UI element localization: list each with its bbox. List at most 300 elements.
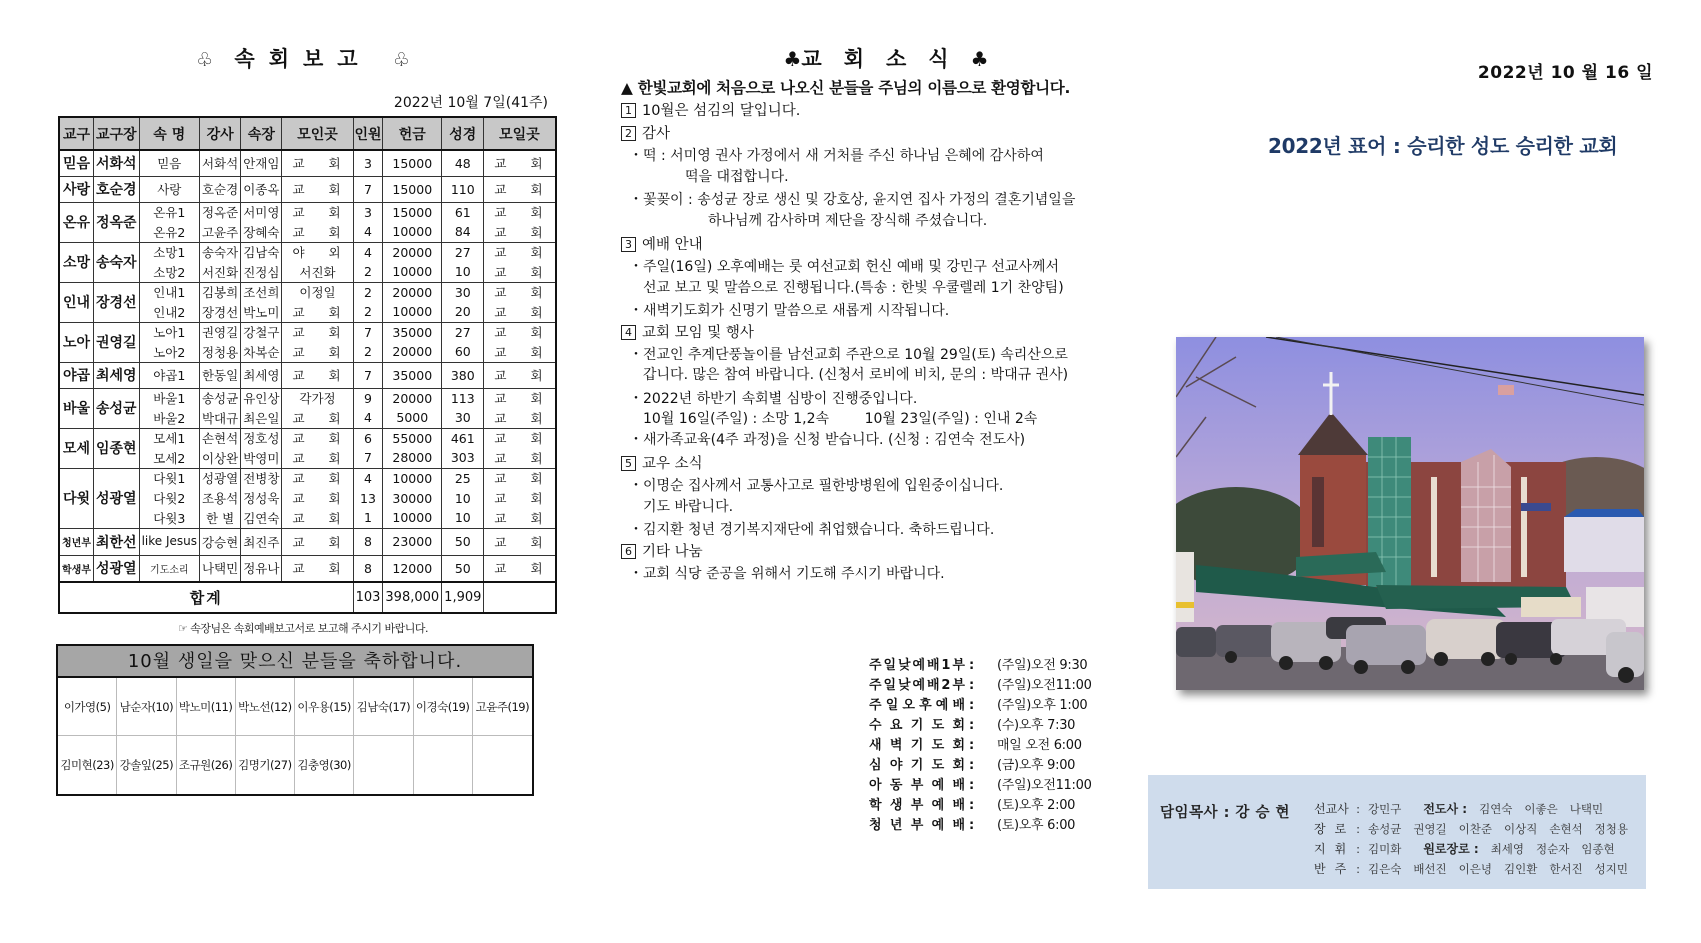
cell-name: 기도소리 <box>139 555 199 582</box>
place-cell: 교 회 <box>282 408 353 428</box>
district-leader-cell: 성광열 <box>93 468 139 528</box>
district-cell: 인내 <box>59 282 93 322</box>
teacher-cell: 장경선 <box>199 302 240 322</box>
cell-leader-cell: 박노미 <box>241 302 282 322</box>
section-number-box: 1 <box>621 103 636 118</box>
news-item: ・교회 식당 준공을 위해서 기도해 주시기 바랍니다. <box>621 564 1121 585</box>
section-number-box: 5 <box>621 456 636 471</box>
bible-cell: 61 <box>442 202 484 222</box>
cell-leader-cell: 정성욱 <box>241 488 282 508</box>
birthday-box <box>56 644 534 796</box>
staff-role: 장로 <box>1314 822 1356 836</box>
news-item: ・김지환 청년 경기복지재단에 취업했습니다. 축하드립니다. <box>621 520 1121 541</box>
count-cell: 13 <box>353 488 383 508</box>
bible-cell: 27 <box>442 322 484 342</box>
schedule-colon: : <box>969 658 975 673</box>
schedule-label: 수 요 기 도 회 <box>869 718 965 733</box>
section-3-heading: 3 예배 안내 <box>621 234 1121 257</box>
birthday-name: 김남숙(17) <box>354 678 413 736</box>
table-row <box>59 428 556 448</box>
cell-leader-cell: 안재임 <box>241 150 282 176</box>
district-leader-cell: 성광열 <box>93 555 139 582</box>
next-place-cell: 교 회 <box>484 342 556 362</box>
district-leader-cell: 임종현 <box>93 428 139 468</box>
col-offering: 헌금 <box>383 117 442 150</box>
staff-name: 김은숙 <box>1368 862 1402 876</box>
col-cell-leader: 속장 <box>241 117 282 150</box>
bible-cell: 10 <box>442 508 484 528</box>
cell-name: 인내2 <box>139 302 199 322</box>
cell-leader-cell: 차복순 <box>241 342 282 362</box>
cell-report-table <box>58 116 557 614</box>
bible-cell: 10 <box>442 262 484 282</box>
offering-cell: 10000 <box>383 222 442 242</box>
cell-leader-cell: 진정심 <box>241 262 282 282</box>
schedule-label: 학 생 부 예 배 <box>869 798 965 813</box>
cell-leader-cell: 최은일 <box>241 408 282 428</box>
staff-names <box>1368 859 1640 879</box>
place-cell: 교 회 <box>282 508 353 528</box>
cell-name: 노아1 <box>139 322 199 342</box>
cell-leader-cell: 전병창 <box>241 468 282 488</box>
cell-name: 믿음 <box>139 150 199 176</box>
teacher-cell: 나택민 <box>199 555 240 582</box>
place-cell: 이정일 <box>282 282 353 302</box>
district-leader-cell: 정옥준 <box>93 202 139 242</box>
table-row <box>59 202 556 222</box>
teacher-cell: 김봉희 <box>199 282 240 302</box>
cell-name: 야곱1 <box>139 362 199 388</box>
section-number-box: 4 <box>621 325 636 340</box>
count-cell: 4 <box>353 468 383 488</box>
schedule-row <box>869 716 1092 736</box>
schedule-label: 주 일 낮 예 배 1 부 <box>869 658 965 673</box>
birthday-name: 김미현(23) <box>58 736 117 794</box>
bullet-icon: ・ <box>629 303 643 319</box>
staff-row <box>1314 839 1640 859</box>
news-item: ・주일(16일) 오후예배는 룻 여선교회 헌신 예배 및 강민구 선교사께서 <box>621 257 1121 278</box>
birthday-name: 고윤주(19) <box>473 678 532 736</box>
table-row <box>59 242 556 262</box>
schedule-time: 매일 오전 6:00 <box>997 738 1082 753</box>
schedule-label: 새 벽 기 도 회 <box>869 738 965 753</box>
birthday-empty-cell <box>414 736 473 794</box>
birthday-name: 남순자(10) <box>117 678 176 736</box>
staff-names <box>1368 839 1413 859</box>
offering-cell: 12000 <box>383 555 442 582</box>
news-item: ・2022년 하반기 속회별 심방이 진행중입니다. <box>621 389 1121 410</box>
staff-name: 이상직 <box>1503 822 1538 836</box>
church-news-panel <box>621 44 1121 833</box>
next-place-cell: 교 회 <box>484 202 556 222</box>
schedule-colon: : <box>969 778 975 793</box>
teacher-cell: 이상완 <box>199 448 240 468</box>
teacher-cell: 박대규 <box>199 408 240 428</box>
cell-leader-cell: 김연숙 <box>241 508 282 528</box>
offering-cell: 23000 <box>383 528 442 555</box>
bullet-icon: ・ <box>629 565 643 582</box>
birthday-name: 김명기(27) <box>236 736 295 794</box>
staff-name: 정청용 <box>1594 822 1628 836</box>
district-leader-cell: 송숙자 <box>93 242 139 282</box>
bullet-icon: ・ <box>629 522 643 538</box>
schedule-time: (주일)오후 1:00 <box>997 698 1088 713</box>
col-teacher: 강사 <box>199 117 240 150</box>
next-place-cell: 교 회 <box>484 408 556 428</box>
cell-leader-cell: 이종옥 <box>241 176 282 202</box>
schedule-colon: : <box>969 798 975 813</box>
place-cell: 교 회 <box>282 342 353 362</box>
section-number-box: 2 <box>621 126 636 141</box>
place-cell: 교 회 <box>282 202 353 222</box>
next-place-cell: 교 회 <box>484 508 556 528</box>
section-6-heading: 6 기타 나눔 <box>621 541 1121 564</box>
district-leader-cell: 호순경 <box>93 176 139 202</box>
cell-leader-cell: 유인상 <box>241 388 282 408</box>
table-row <box>59 388 556 408</box>
birthday-name: 김충영(30) <box>295 736 354 794</box>
section-number-box: 6 <box>621 544 636 559</box>
count-cell: 8 <box>353 528 383 555</box>
news-item-cont: 선교 보고 및 말씀으로 진행됩니다.(특송 : 한빛 우쿨렐레 1기 찬양팀) <box>643 279 1064 296</box>
birthday-grid <box>58 678 532 794</box>
staff-colon: : <box>1356 822 1360 836</box>
news-item-cont: 하나님께 감사하며 제단을 장식해 주셨습니다. <box>708 212 988 229</box>
staff-name: 이좋은 <box>1524 802 1558 816</box>
place-cell: 교 회 <box>282 428 353 448</box>
schedule-colon: : <box>969 718 975 733</box>
news-item-cont: 떡을 대접합니다. <box>685 168 789 185</box>
next-place-cell: 교 회 <box>484 555 556 582</box>
count-cell: 4 <box>353 222 383 242</box>
staff-role: 지휘 <box>1314 842 1356 856</box>
staff-names <box>1368 799 1413 819</box>
offering-cell: 10000 <box>383 302 442 322</box>
cell-name: 노아2 <box>139 342 199 362</box>
teacher-cell: 조용석 <box>199 488 240 508</box>
offering-cell: 15000 <box>383 150 442 176</box>
section-number-box: 3 <box>621 237 636 252</box>
staff-name: 정순자 <box>1536 842 1570 856</box>
staff-box <box>1148 775 1646 889</box>
cell-leader-cell: 최진주 <box>241 528 282 555</box>
next-place-cell: 교 회 <box>484 388 556 408</box>
club-icon: ♣ <box>970 47 989 71</box>
district-cell: 온유 <box>59 202 93 242</box>
count-cell: 4 <box>353 408 383 428</box>
place-cell: 각가정 <box>282 388 353 408</box>
bible-cell: 461 <box>442 428 484 448</box>
staff-names <box>1368 819 1640 839</box>
schedule-row <box>869 796 1092 816</box>
cell-leader-cell: 서미영 <box>241 202 282 222</box>
district-cell: 사랑 <box>59 176 93 202</box>
staff-row <box>1314 799 1640 819</box>
bible-cell: 113 <box>442 388 484 408</box>
welcome-message: ▲ 한빛교회에 처음으로 나오신 분들을 주님의 이름으로 환영합니다. <box>621 79 1071 97</box>
staff-colon: : <box>1356 842 1360 856</box>
staff-role: 반주 <box>1314 862 1356 876</box>
bullet-icon: ・ <box>629 148 643 164</box>
teacher-cell: 고윤주 <box>199 222 240 242</box>
next-place-cell: 교 회 <box>484 448 556 468</box>
teacher-cell: 권영길 <box>199 322 240 342</box>
next-place-cell: 교 회 <box>484 488 556 508</box>
schedule-time: (주일)오전 9:30 <box>997 658 1088 673</box>
staff-names <box>1491 839 1627 859</box>
news-item: ・새가족교육(4주 과정)을 신청 받습니다. (신청 : 김연숙 전도사) <box>621 430 1121 451</box>
count-cell: 9 <box>353 388 383 408</box>
staff-name: 이찬준 <box>1458 822 1492 836</box>
schedule-label: 아 동 부 예 배 <box>869 778 965 793</box>
place-cell: 교 회 <box>282 222 353 242</box>
district-leader-cell: 최세영 <box>93 362 139 388</box>
church-building-image <box>1176 337 1644 690</box>
cell-name: 사랑 <box>139 176 199 202</box>
cell-leader-cell: 조선희 <box>241 282 282 302</box>
news-item: ・새벽기도회가 신명기 말씀으로 새롭게 시작됩니다. <box>621 301 1121 322</box>
offering-cell: 20000 <box>383 282 442 302</box>
staff-role: 선교사 <box>1314 802 1349 816</box>
total-bible: 1,909 <box>442 582 484 613</box>
district-cell: 학생부 <box>59 555 93 582</box>
offering-cell: 30000 <box>383 488 442 508</box>
staff-name: 성지민 <box>1594 862 1628 876</box>
bible-cell: 30 <box>442 408 484 428</box>
place-cell: 교 회 <box>282 488 353 508</box>
birthday-title: 10월 생일을 맞으신 분들을 축하합니다. <box>58 646 532 678</box>
section-1: 1 10월은 섬김의 달입니다. <box>621 100 1121 123</box>
count-cell: 1 <box>353 508 383 528</box>
count-cell: 3 <box>353 150 383 176</box>
birthday-name: 박노미(11) <box>177 678 236 736</box>
teacher-cell: 한 별 <box>199 508 240 528</box>
count-cell: 7 <box>353 448 383 468</box>
count-cell: 2 <box>353 302 383 322</box>
staff-colon: : <box>1356 802 1360 816</box>
staff-name: 배선진 <box>1413 862 1447 876</box>
col-place: 모인곳 <box>282 117 353 150</box>
teacher-cell: 정옥준 <box>199 202 240 222</box>
staff-sub-role: 전도사 : <box>1423 802 1468 816</box>
schedule-row <box>869 756 1092 776</box>
birthday-empty-cell <box>473 736 532 794</box>
teacher-cell: 호순경 <box>199 176 240 202</box>
offering-cell: 10000 <box>383 262 442 282</box>
schedule-row <box>869 656 1092 676</box>
table-row <box>59 282 556 302</box>
count-cell: 2 <box>353 342 383 362</box>
club-icon: ♣ <box>783 47 802 71</box>
schedule-time: (주일)오전11:00 <box>997 778 1092 793</box>
cell-name: 모세1 <box>139 428 199 448</box>
total-next <box>484 582 556 613</box>
table-row <box>59 528 556 555</box>
next-place-cell: 교 회 <box>484 322 556 342</box>
bullet-icon: ・ <box>629 259 643 275</box>
birthday-name: 이우용(15) <box>295 678 354 736</box>
place-cell: 교 회 <box>282 528 353 555</box>
table-header-row <box>59 117 556 150</box>
col-bible: 성경 <box>442 117 484 150</box>
district-leader-cell: 송성균 <box>93 388 139 428</box>
schedule-colon: : <box>969 738 975 753</box>
birthday-name: 조규원(26) <box>177 736 236 794</box>
bible-cell: 380 <box>442 362 484 388</box>
schedule-row <box>869 676 1092 696</box>
staff-name: 한서진 <box>1549 862 1583 876</box>
section-2-heading: 2 감사 <box>621 123 1121 146</box>
district-leader-cell: 장경선 <box>93 282 139 322</box>
staff-name: 김인환 <box>1503 862 1538 876</box>
church-photo <box>1176 337 1644 690</box>
schedule-row <box>869 736 1092 756</box>
teacher-cell: 송숙자 <box>199 242 240 262</box>
section-5-heading: 5 교우 소식 <box>621 453 1121 476</box>
issue-date: 2022년 10 월 16 일 <box>1477 63 1653 83</box>
bullet-icon: ・ <box>629 192 643 208</box>
church-news-title: ♣교회소식♣ <box>783 47 989 71</box>
cell-report-title: ♧ 속회보고 ♧ <box>196 47 410 71</box>
total-row <box>59 582 556 613</box>
schedule-row <box>869 816 1092 836</box>
next-place-cell: 교 회 <box>484 176 556 202</box>
bullet-icon: ・ <box>629 390 643 407</box>
district-cell: 노아 <box>59 322 93 362</box>
staff-name: 손현석 <box>1549 822 1583 836</box>
staff-colon: : <box>1356 862 1360 876</box>
district-cell: 모세 <box>59 428 93 468</box>
bible-cell: 60 <box>442 342 484 362</box>
bible-cell: 110 <box>442 176 484 202</box>
next-place-cell: 교 회 <box>484 150 556 176</box>
cell-name: 온유2 <box>139 222 199 242</box>
staff-name: 김미화 <box>1368 842 1402 856</box>
total-label: 합계 <box>59 582 353 613</box>
birthday-name: 강솔잎(25) <box>117 736 176 794</box>
place-cell: 교 회 <box>282 176 353 202</box>
staff-name: 이은녕 <box>1458 862 1492 876</box>
bible-cell: 48 <box>442 150 484 176</box>
offering-cell: 35000 <box>383 322 442 342</box>
district-leader-cell: 최한선 <box>93 528 139 555</box>
schedule-label: 심 야 기 도 회 <box>869 758 965 773</box>
count-cell: 2 <box>353 282 383 302</box>
place-cell: 교 회 <box>282 302 353 322</box>
next-place-cell: 교 회 <box>484 362 556 388</box>
bible-cell: 303 <box>442 448 484 468</box>
birthday-name: 이경숙(19) <box>414 678 473 736</box>
cell-name: 바울1 <box>139 388 199 408</box>
staff-name: 송성균 <box>1368 822 1402 836</box>
district-cell: 소망 <box>59 242 93 282</box>
cell-name: 모세2 <box>139 448 199 468</box>
bible-cell: 84 <box>442 222 484 242</box>
table-row <box>59 322 556 342</box>
schedule-time: (토)오후 6:00 <box>997 818 1076 833</box>
offering-cell: 20000 <box>383 388 442 408</box>
teacher-cell: 강승현 <box>199 528 240 555</box>
count-cell: 8 <box>353 555 383 582</box>
worship-schedule <box>869 656 1092 836</box>
schedule-time: (주일)오전11:00 <box>997 678 1092 693</box>
district-cell: 청년부 <box>59 528 93 555</box>
count-cell: 6 <box>353 428 383 448</box>
next-place-cell: 교 회 <box>484 468 556 488</box>
offering-cell: 15000 <box>383 176 442 202</box>
offering-cell: 35000 <box>383 362 442 388</box>
cell-name: 바울2 <box>139 408 199 428</box>
cell-name: 소망2 <box>139 262 199 282</box>
next-place-cell: 교 회 <box>484 242 556 262</box>
schedule-colon: : <box>969 678 975 693</box>
staff-names <box>1479 799 1615 819</box>
report-date: 2022년 10월 7일(41주) <box>393 95 548 111</box>
club-outline-icon: ♧ <box>196 49 214 71</box>
place-cell: 서진화 <box>282 262 353 282</box>
year-motto: 2022년 표어 : 승리한 성도 승리한 교회 <box>1268 134 1618 158</box>
col-cell-name: 속 명 <box>139 117 199 150</box>
table-row <box>59 176 556 202</box>
staff-sub-role: 원로장로 : <box>1423 842 1479 856</box>
district-cell: 다윗 <box>59 468 93 528</box>
col-district-leader: 교구장 <box>93 117 139 150</box>
cell-leader-cell: 장혜숙 <box>241 222 282 242</box>
staff-name: 최세영 <box>1490 842 1525 856</box>
count-cell: 3 <box>353 202 383 222</box>
schedule-row <box>869 776 1092 796</box>
cell-name: 다윗3 <box>139 508 199 528</box>
teacher-cell: 손현석 <box>199 428 240 448</box>
table-row <box>59 555 556 582</box>
cell-name: 다윗1 <box>139 468 199 488</box>
bullet-icon: ・ <box>629 478 643 494</box>
cell-name: 인내1 <box>139 282 199 302</box>
next-place-cell: 교 회 <box>484 528 556 555</box>
schedule-row <box>869 696 1092 716</box>
cell-leader-cell: 강철구 <box>241 322 282 342</box>
news-item: ・떡 : 서미영 권사 가정에서 새 거처를 주신 하나님 은혜에 감사하여 <box>621 146 1121 167</box>
count-cell: 7 <box>353 362 383 388</box>
bible-cell: 27 <box>442 242 484 262</box>
teacher-cell: 서진화 <box>199 262 240 282</box>
birthday-empty-cell <box>354 736 413 794</box>
birthday-name: 이가영(5) <box>58 678 117 736</box>
district-cell: 믿음 <box>59 150 93 176</box>
teacher-cell: 정청용 <box>199 342 240 362</box>
cell-report-panel <box>58 44 553 796</box>
table-row <box>59 362 556 388</box>
place-cell: 교 회 <box>282 362 353 388</box>
count-cell: 7 <box>353 322 383 342</box>
district-leader-cell: 권영길 <box>93 322 139 362</box>
next-place-cell: 교 회 <box>484 428 556 448</box>
next-place-cell: 교 회 <box>484 262 556 282</box>
news-item: ・전교인 추계단풍놀이를 남선교회 주관으로 10월 29일(토) 속리산으로 <box>621 345 1121 366</box>
staff-name: 임종현 <box>1581 842 1615 856</box>
cell-name: like Jesus <box>139 528 199 555</box>
total-offering: 398,000 <box>383 582 442 613</box>
cell-name: 온유1 <box>139 202 199 222</box>
count-cell: 7 <box>353 176 383 202</box>
news-item: ・이명순 집사께서 교통사고로 필한방병원에 입원중이십니다. <box>621 476 1121 497</box>
staff-name: 권영길 <box>1413 822 1447 836</box>
place-cell: 교 회 <box>282 150 353 176</box>
cell-leader-cell: 정호성 <box>241 428 282 448</box>
count-cell: 2 <box>353 262 383 282</box>
staff-list <box>1314 799 1640 879</box>
offering-cell: 10000 <box>383 468 442 488</box>
